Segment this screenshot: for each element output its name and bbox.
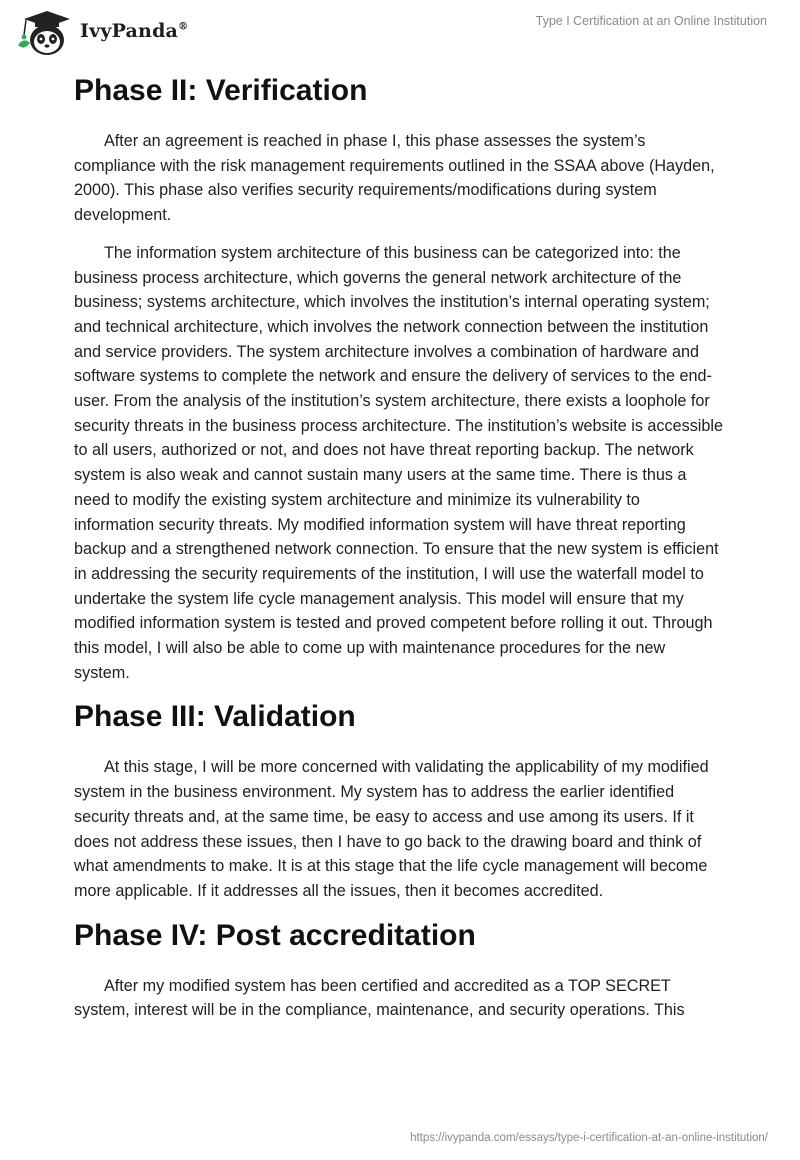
paragraph: After an agreement is reached in phase I, this phase assesses the system’s compliance with the risk management requirements outlined in the SSAA above (Hayden, 2000). This phase also verifies security requirements/modifications during system development.	[74, 132, 715, 225]
paragraph: After my modified system has been certified and accredited as a TOP SECRET system, interest will be in the compliance, maintenance, and security operations. This	[74, 976, 685, 1020]
document-title: Type I Certification at an Online Institution	[535, 14, 767, 28]
page-header	[0, 0, 800, 70]
article-body	[74, 70, 724, 1023]
source-url[interactable]: https://ivypanda.com/essays/type-i-certification-at-an-online-institution/	[410, 1132, 768, 1144]
section-heading-post-accreditation: Phase IV: Post accreditation	[74, 918, 476, 952]
section-heading-verification: Phase II: Verification	[74, 74, 368, 107]
ivypanda-logo-icon[interactable]	[16, 9, 78, 57]
paragraph: At this stage, I will be more concerned with validating the applicability of my modified system in the business environment. My system has to address the earlier identified security threats and, at the same time, be easy to access and use among its users. If it does not address these issues, then I have to go back to the drawing board and think of what amendments to make. It is at this stage that the life cycle management will become more applicable. If it addresses all the issues, then it becomes accredited.	[74, 758, 709, 900]
brand-name[interactable]: IvyPanda®	[80, 20, 189, 42]
section-heading-validation: Phase III: Validation	[74, 700, 356, 734]
paragraph: The information system architecture of this business can be categorized into: the business process architecture, which governs the general network architecture of the business; systems architecture, which involves the institution’s internal operating system; and technical architecture, which involves the network connection between the institution and service providers. The system architecture involves a combination of hardware and software systems to complete the network and ensure the delivery of services to the end-user. From the analysis of the institution’s system architecture, there exists a loophole for security threats in the business process architecture. The institution’s website is accessible to all users, authorized or not, and does not have threat reporting backup. The network system is also weak and cannot sustain many users at the same time. There is thus a need to modify the existing system architecture and minimize its vulnerability to information security threats. My modified information system will have threat reporting backup and a strengthened network connection. To ensure that the new system is efficient in addressing the security requirements of the institution, I will use the waterfall model to undertake the system life cycle management analysis. This model will ensure that my modified information system is tested and proved competent before rolling it out. Through this model, I will also be able to come up with maintenance procedures for the new system.	[74, 243, 724, 682]
